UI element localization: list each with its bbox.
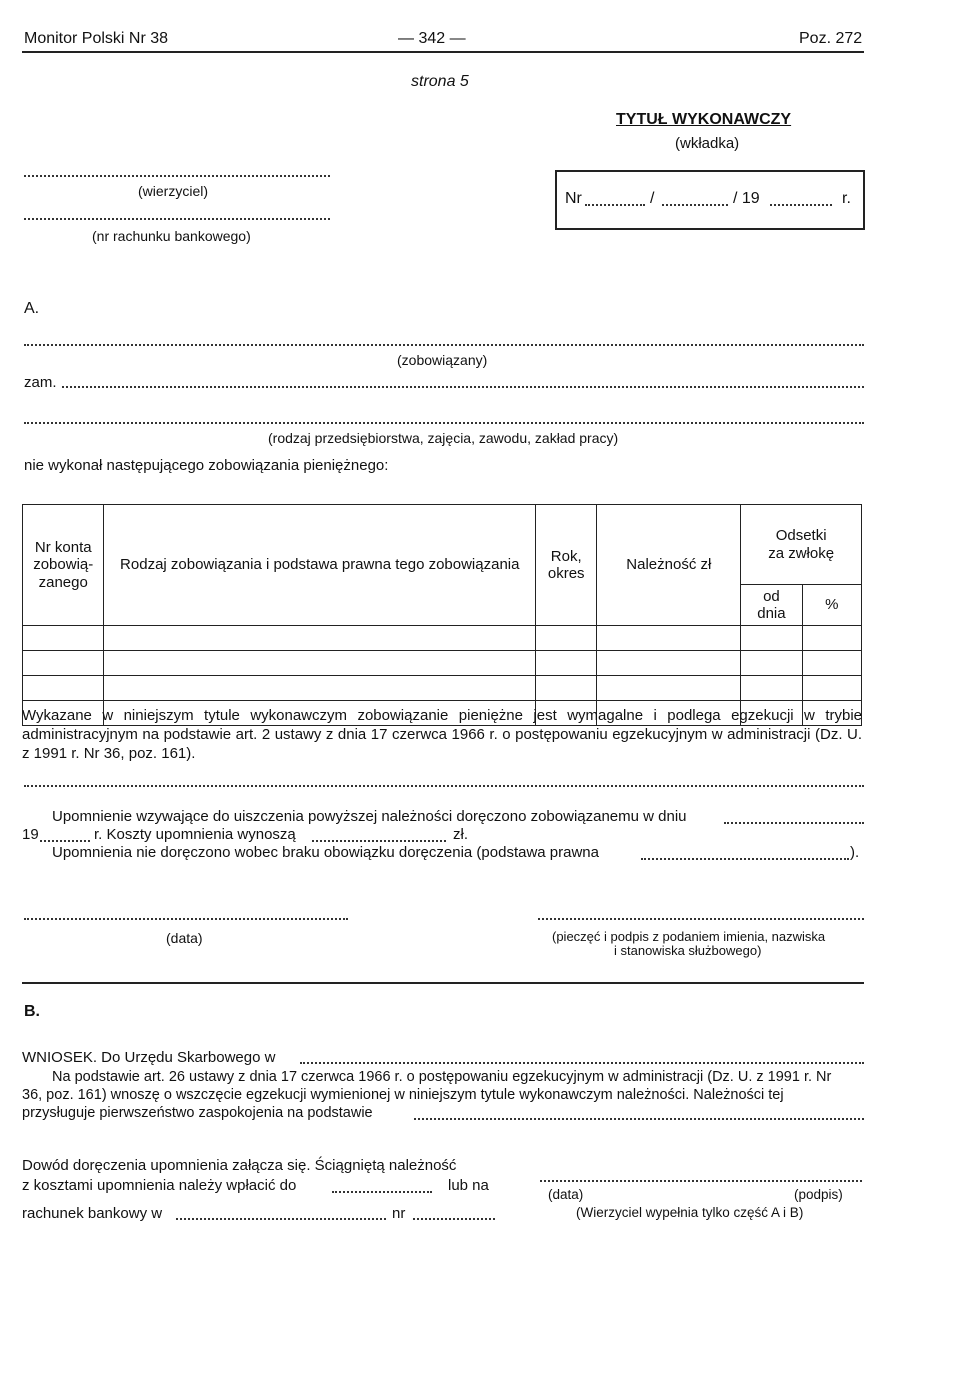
table-row[interactable] <box>23 626 862 651</box>
signature-a-stamp-label2: i stanowiska służbowego) <box>614 943 762 958</box>
table-cell[interactable] <box>536 626 597 651</box>
signature-a-stamp-line[interactable] <box>538 918 864 920</box>
residence-label: zam. <box>24 374 57 391</box>
col-interest-line2: za zwłokę <box>768 544 835 562</box>
col-period-line1: Rok, <box>550 547 582 565</box>
reminder-line1: Upomnienie wzywające do uiszczenia powyższej należności doręczono zobowiązanemu w dniu <box>52 808 687 825</box>
proof-line2-suffix: lub na <box>448 1177 489 1194</box>
form-subtitle: (wkładka) <box>675 135 740 152</box>
signature-b-line[interactable] <box>540 1180 862 1182</box>
request-prefix: WNIOSEK. Do Urzędu Skarbowego w <box>22 1049 276 1066</box>
account-label: (nr rachunku bankowego) <box>92 228 251 244</box>
request-text-1: Na podstawie art. 26 ustawy z dnia 17 czerwca 1966 r. o postępowaniu egzekucyjnym w administracji (Dz. U. z 1991 r. Nr <box>52 1069 832 1085</box>
proof-line3-suffix: nr <box>392 1205 406 1222</box>
account-number-field[interactable] <box>413 1218 495 1220</box>
reminder-costs-unit: zł. <box>453 826 468 843</box>
table-row[interactable] <box>23 651 862 676</box>
col-interest-line1: Odsetki <box>775 527 827 545</box>
reminder-year-field[interactable] <box>40 840 90 842</box>
page-subheader: strona 5 <box>411 73 469 90</box>
col-type-header <box>104 505 536 626</box>
table-cell[interactable] <box>802 626 861 651</box>
obligations-table <box>22 504 862 726</box>
tax-office-field[interactable] <box>300 1062 864 1064</box>
page-number: — 342 — <box>398 30 466 47</box>
request-text-3: przysługuje pierwszeństwo zaspokojenia na podstawie <box>22 1105 373 1121</box>
col-percent-header <box>802 585 861 626</box>
proof-line2-prefix: z kosztami upomnienia należy wpłacić do <box>22 1177 297 1194</box>
enforceable-text: Wykazane w niniejszym tytule wykonawczym zobowiązanie pieniężne jest wymagalne i podlega egzekucji w trybie administracyjnym na podstawie art. 2 ustawy z dnia 17 czerwca 1966 r. o postępowaniu egzekucyjnym w administracji (Dz. U. z 1991 r. Nr 36, poz. 161). <box>22 707 862 762</box>
reminder-costs: r. Koszty upomnienia wynoszą <box>94 826 296 843</box>
intro-text: nie wykonał następującego zobowiązania pieniężnego: <box>24 457 389 474</box>
number-year-field[interactable] <box>770 204 832 206</box>
section-a-label: A. <box>24 300 40 317</box>
col-account-line1: Nr konta <box>34 539 92 557</box>
signature-b-date: (data) <box>548 1187 584 1202</box>
table-cell[interactable] <box>741 676 802 701</box>
separator-dots <box>24 785 864 787</box>
col-interest-header <box>741 505 862 585</box>
col-period-header <box>536 505 597 626</box>
table-cell[interactable] <box>23 676 104 701</box>
table-cell[interactable] <box>802 676 861 701</box>
bank-field[interactable] <box>176 1218 386 1220</box>
debtor-label: (zobowiązany) <box>397 352 488 368</box>
table-cell[interactable] <box>104 651 536 676</box>
table-cell[interactable] <box>597 651 741 676</box>
table-cell[interactable] <box>536 651 597 676</box>
signature-a-date-line[interactable] <box>24 918 348 920</box>
creditor-label: (wierzyciel) <box>138 183 208 199</box>
reminder-costs-field[interactable] <box>312 840 446 842</box>
reminder-date-field[interactable] <box>724 822 864 824</box>
col-type-label: Rodzaj zobowiązania i podstawa prawna tego zobowiązania <box>120 556 520 574</box>
table-cell[interactable] <box>23 651 104 676</box>
number-slash: / <box>650 190 655 207</box>
section-divider <box>22 982 864 984</box>
header-rule <box>22 51 864 53</box>
table-cell[interactable] <box>536 676 597 701</box>
business-label: (rodzaj przedsiębiorstwa, zajęcia, zawodu, zakład pracy) <box>268 430 619 446</box>
number-field-1[interactable] <box>585 204 645 206</box>
number-label: Nr <box>565 190 582 207</box>
signature-a-stamp-label1: (pieczęć i podpis z podaniem imienia, nazwiska <box>552 929 826 944</box>
reminder-year-prefix: 19 <box>22 826 39 843</box>
proof-line3-prefix: rachunek bankowy w <box>22 1205 163 1222</box>
form-title: TYTUŁ WYKONAWCZY <box>616 111 792 128</box>
signature-b-sign: (podpis) <box>794 1187 843 1202</box>
col-account-line3: zanego <box>38 573 88 591</box>
residence-line[interactable] <box>62 386 864 388</box>
business-line[interactable] <box>24 422 864 424</box>
section-b-label: B. <box>24 1003 40 1020</box>
priority-basis-field[interactable] <box>414 1118 864 1120</box>
proof-line1: Dowód doręczenia upomnienia załącza się. Ściągniętą należność <box>22 1157 457 1174</box>
table-row[interactable] <box>23 676 862 701</box>
table-cell[interactable] <box>597 676 741 701</box>
debtor-line[interactable] <box>24 344 864 346</box>
table-cell[interactable] <box>741 626 802 651</box>
table-cell[interactable] <box>23 626 104 651</box>
col-percent-label: % <box>825 596 839 614</box>
number-year-suffix: r. <box>842 190 851 207</box>
col-account-line2: zobowią- <box>33 556 94 574</box>
reminder-line3-end: ). <box>850 844 860 861</box>
signature-a-date-label: (data) <box>166 930 203 946</box>
table-cell[interactable] <box>104 676 536 701</box>
col-from-line1: od <box>763 587 780 605</box>
col-from-line2: dnia <box>757 605 786 622</box>
position-number: Poz. 272 <box>799 30 863 47</box>
col-period-line2: okres <box>547 565 585 582</box>
table-cell[interactable] <box>741 651 802 676</box>
number-box <box>555 170 865 230</box>
payment-deadline-field[interactable] <box>332 1191 432 1193</box>
col-account-header <box>23 505 104 626</box>
creditor-line[interactable] <box>24 175 330 177</box>
account-line[interactable] <box>24 218 330 220</box>
request-text-2: 36, poz. 161) wnoszę o wszczęcie egzekucji wymienionej w niniejszym tytule wykonawczym należności. Należności tej <box>22 1087 784 1103</box>
table-cell[interactable] <box>802 651 861 676</box>
reminder-line3: Upomnienia nie doręczono wobec braku obowiązku doręczenia (podstawa prawna <box>52 844 599 861</box>
col-amount-label: Należność zł <box>626 556 712 574</box>
creditor-note: (Wierzyciel wypełnia tylko część A i B) <box>576 1205 804 1220</box>
publication-name: Monitor Polski Nr 38 <box>24 30 169 47</box>
legal-basis-field[interactable] <box>641 858 849 860</box>
table-cell[interactable] <box>104 626 536 651</box>
number-field-2[interactable] <box>662 204 728 206</box>
col-from-header <box>741 585 802 626</box>
number-year-prefix: / 19 <box>733 190 760 207</box>
table-cell[interactable] <box>597 626 741 651</box>
col-amount-header <box>597 505 741 626</box>
